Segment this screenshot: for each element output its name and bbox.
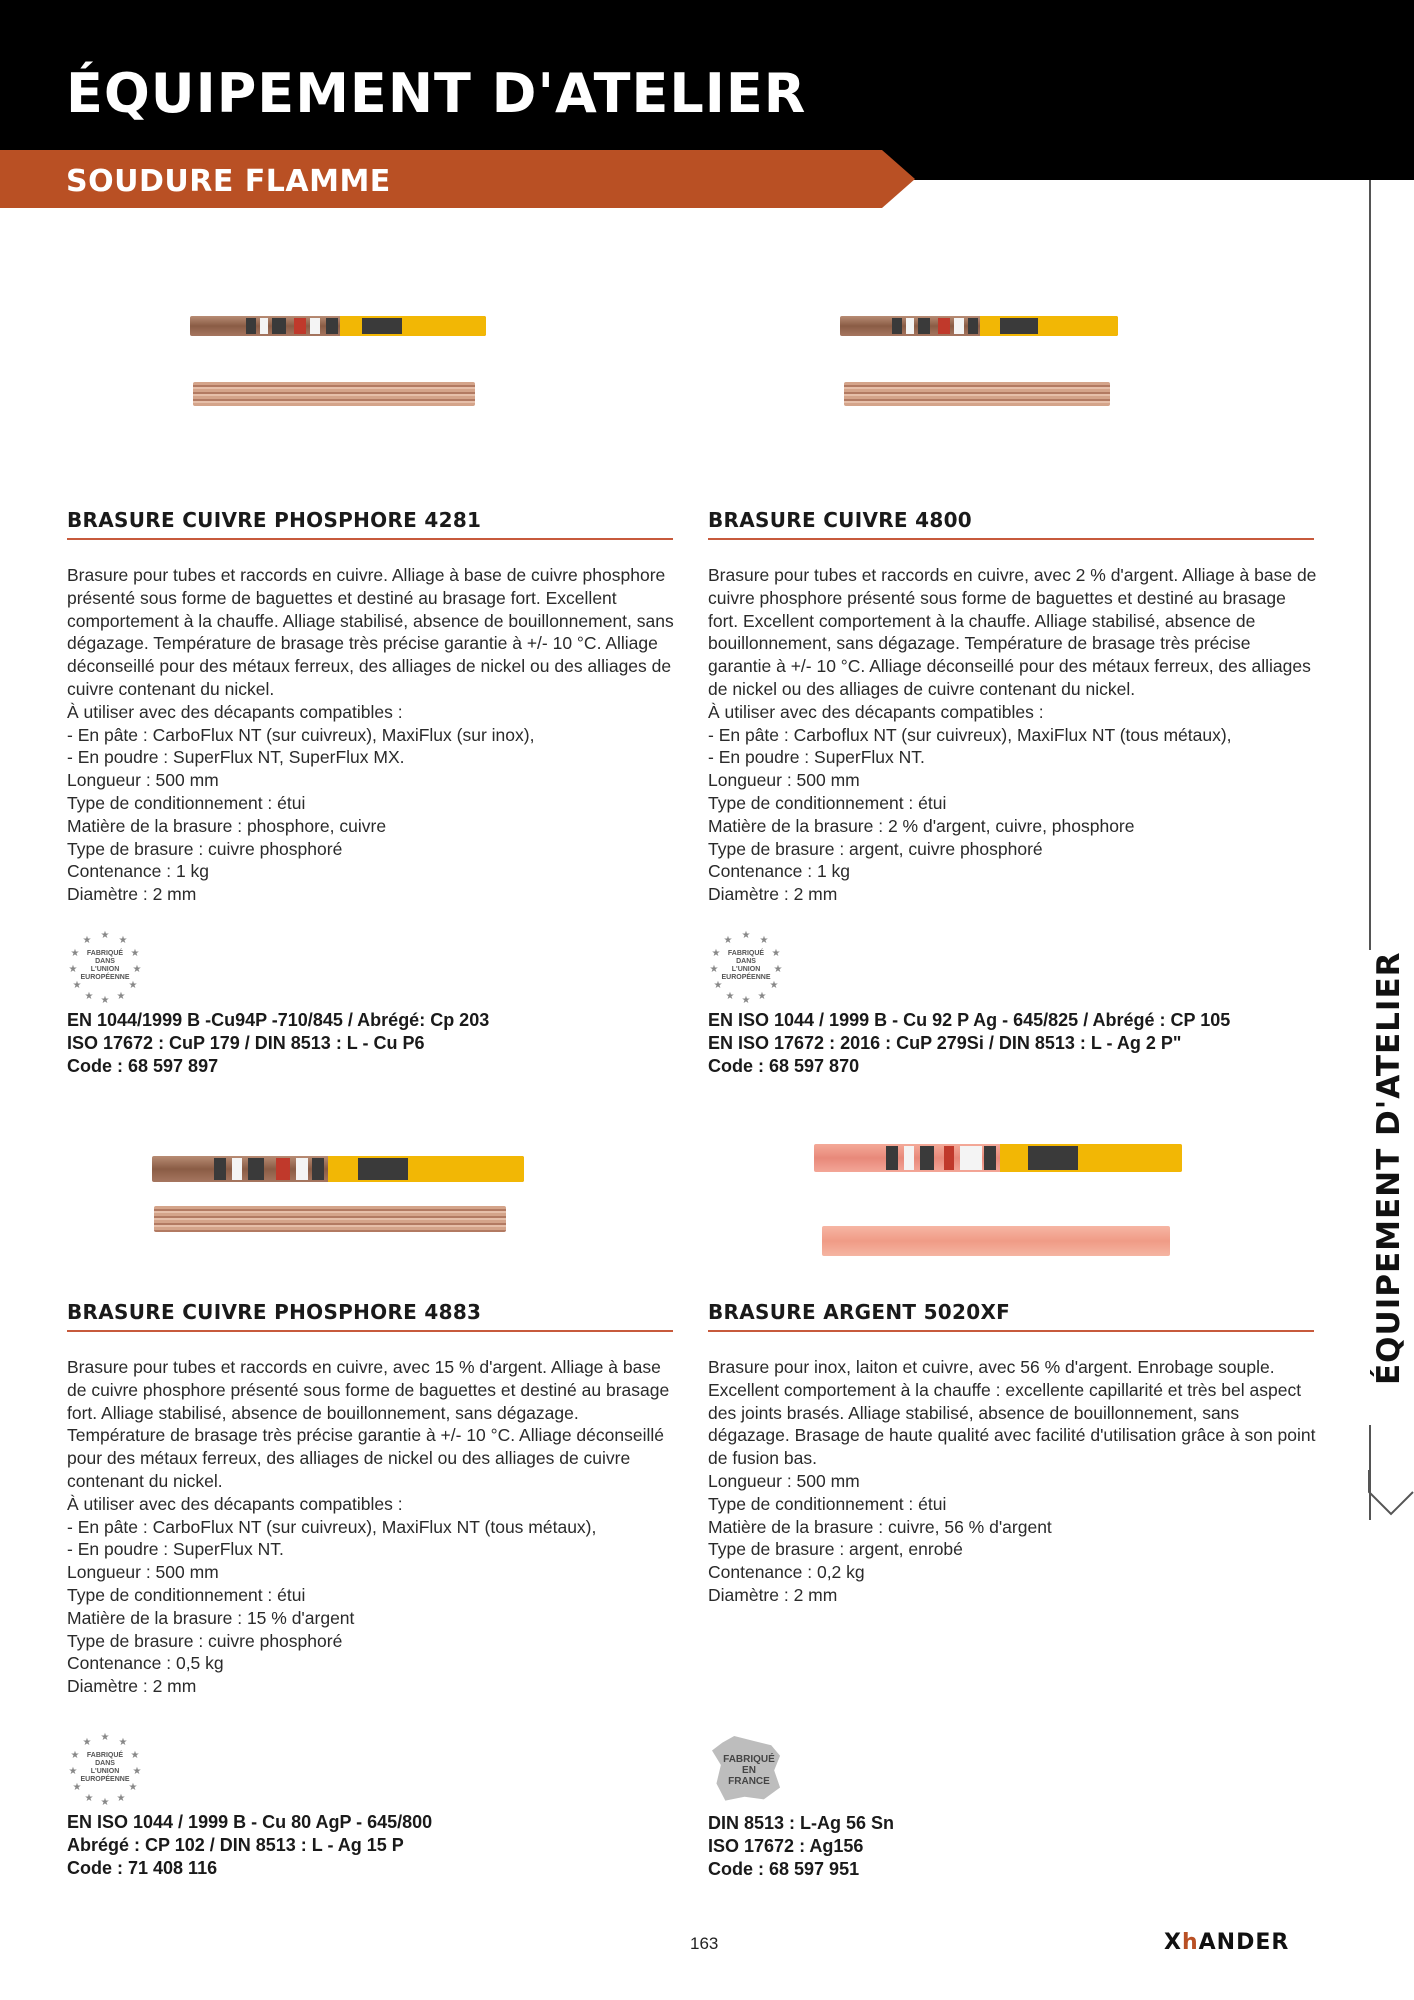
spec-line: Longueur : 500 mm xyxy=(67,770,219,791)
svg-text:★: ★ xyxy=(84,991,94,1002)
norm-line: Abrégé : CP 102 / DIN 8513 : L - Ag 15 P xyxy=(67,1835,404,1855)
svg-text:★: ★ xyxy=(130,948,140,959)
product-image xyxy=(812,1140,1184,1260)
svg-text:★: ★ xyxy=(132,964,142,975)
svg-text:★: ★ xyxy=(68,964,78,975)
spec-line: Type de brasure : argent, cuivre phosphoré xyxy=(708,838,1043,859)
title-rule xyxy=(708,1330,1314,1332)
svg-text:★: ★ xyxy=(773,964,783,975)
spec-line: Contenance : 0,2 kg xyxy=(708,1562,865,1583)
product-description xyxy=(67,1356,677,1698)
product-title: BRASURE CUIVRE PHOSPHORE 4883 xyxy=(67,1300,482,1324)
svg-text:★: ★ xyxy=(130,1750,140,1761)
svg-text:★: ★ xyxy=(72,1782,82,1793)
spec-line: Diamètre : 2 mm xyxy=(67,884,197,905)
svg-text:★: ★ xyxy=(100,930,110,941)
rod-pack xyxy=(840,316,1118,336)
product-code: Code : 68 597 897 xyxy=(67,1056,219,1076)
product-code: Code : 71 408 116 xyxy=(67,1858,218,1878)
svg-text:★: ★ xyxy=(100,1732,110,1743)
spec-line: Contenance : 1 kg xyxy=(708,861,851,882)
product-norms xyxy=(708,1812,894,1881)
spec-line: À utiliser avec des décapants compatibles : xyxy=(67,1493,403,1514)
spec-line: Matière de la brasure : phosphore, cuivre xyxy=(67,815,387,836)
spec-line: Matière de la brasure : 15 % d'argent xyxy=(67,1607,355,1628)
norm-line: ISO 17672 : CuP 179 / DIN 8513 : L - Cu P6 xyxy=(67,1033,425,1053)
product-description xyxy=(67,564,677,906)
product-norms xyxy=(708,1009,1230,1078)
svg-text:★: ★ xyxy=(70,1750,80,1761)
svg-text:★: ★ xyxy=(118,1737,128,1748)
product-norms xyxy=(67,1009,489,1078)
spec-line: Longueur : 500 mm xyxy=(708,1470,860,1491)
rod-bundle xyxy=(154,1206,506,1232)
spec-line: Type de brasure : cuivre phosphoré xyxy=(67,838,343,859)
spec-line: - En pâte : CarboFlux NT (sur cuivreux), MaxiFlux (sur inox), xyxy=(67,724,535,745)
svg-text:★: ★ xyxy=(711,948,721,959)
svg-text:★: ★ xyxy=(72,980,82,991)
badge-text: FABRIQUÉ EN FRANCE xyxy=(723,1754,775,1787)
rod-bundle xyxy=(844,382,1110,406)
svg-text:★: ★ xyxy=(759,935,769,946)
rod-pack xyxy=(190,316,486,336)
spec-line: Type de conditionnement : étui xyxy=(708,1493,947,1514)
spec-line: - En poudre : SuperFlux NT, SuperFlux MX. xyxy=(67,747,405,768)
spec-line: Type de conditionnement : étui xyxy=(708,792,947,813)
product-norms xyxy=(67,1811,432,1880)
description-text: Brasure pour tubes et raccords en cuivre, avec 15 % d'argent. Alliage à base de cuivre phosphore présenté sous forme de baguettes et destiné au brasage fort. Alliage stabilisé, absence de bouillonnement, sans dégazage. Température de brasage très précise garantie à +/- 10 °C. Alliage déconseillé pour des métaux ferreux, des alliages de nickel ou des alliages de cuivre contenant du nickel. xyxy=(67,1357,670,1491)
spec-line: Contenance : 0,5 kg xyxy=(67,1653,224,1674)
svg-text:★: ★ xyxy=(118,935,128,946)
description-text: Brasure pour inox, laiton et cuivre, avec 56 % d'argent. Enrobage souple. Excellent comportement à la chauffe : excellente capillarité et très bel aspect des joints brasés. Alliage stabilisé, absence de bouillonnement, sans dégazage. Brasage de haute qualité avec facilité d'utilisation grâce à son point de fusion bas. xyxy=(708,1357,1316,1469)
spec-line: Diamètre : 2 mm xyxy=(67,1676,197,1697)
brand-logo: XhANDER xyxy=(1164,1930,1290,1955)
spec-line: Contenance : 1 kg xyxy=(67,861,210,882)
product-code: Code : 68 597 951 xyxy=(708,1859,860,1879)
svg-text:★: ★ xyxy=(757,991,767,1002)
spec-line: - En poudre : SuperFlux NT. xyxy=(708,747,925,768)
svg-text:★: ★ xyxy=(100,1797,110,1806)
badge-text: FABRIQUÉ DANS L'UNION EUROPÉENNE xyxy=(80,1752,130,1783)
chevron-down-icon xyxy=(1368,1470,1414,1518)
svg-text:★: ★ xyxy=(84,1793,94,1804)
svg-text:★: ★ xyxy=(116,1793,126,1804)
rod-pack xyxy=(152,1156,524,1182)
eu-made-badge xyxy=(67,1730,143,1806)
product-image xyxy=(840,310,1120,410)
spec-line: Diamètre : 2 mm xyxy=(708,884,838,905)
svg-text:★: ★ xyxy=(128,1782,138,1793)
norm-line: EN ISO 17672 : 2016 : CuP 279Si / DIN 8513 : L - Ag 2 P" xyxy=(708,1033,1182,1053)
badge-text: FABRIQUÉ DANS L'UNION EUROPÉENNE xyxy=(721,950,771,981)
product-image xyxy=(190,310,490,410)
badge-text: FABRIQUÉ DANS L'UNION EUROPÉENNE xyxy=(80,950,130,981)
spec-line: Matière de la brasure : cuivre, 56 % d'argent xyxy=(708,1516,1052,1537)
svg-text:★: ★ xyxy=(709,964,719,975)
spec-line: Matière de la brasure : 2 % d'argent, cuivre, phosphore xyxy=(708,815,1135,836)
description-text: Brasure pour tubes et raccords en cuivre. Alliage à base de cuivre phosphore présenté sous forme de baguettes et destiné au brasage fort. Excellent comportement à la chauffe. Alliage stabilisé, absence de bouillonnement, sans dégazage. Température de brasage très précise garantie à +/- 10 °C. Alliage déconseillé pour des métaux ferreux, des alliages de nickel ou des alliages de cuivre contenant du nickel. xyxy=(67,565,674,699)
svg-text:★: ★ xyxy=(68,1766,78,1777)
svg-text:★: ★ xyxy=(741,930,751,941)
svg-text:★: ★ xyxy=(725,991,735,1002)
description-text: Brasure pour tubes et raccords en cuivre, avec 2 % d'argent. Alliage à base de cuivre phosphore présenté sous forme de baguettes et destiné au brasage fort. Excellent comportement à la chauffe. Alliage stabilisé, absence de bouillonnement, sans dégazage. Température de brasage très précise garantie à +/- 10 °C. Alliage déconseillé pour des métaux ferreux, des alliages de nickel ou des alliages de cuivre contenant du nickel. xyxy=(708,565,1317,699)
title-rule xyxy=(708,538,1314,540)
product-description xyxy=(708,564,1318,906)
spec-line: Longueur : 500 mm xyxy=(708,770,860,791)
product-code: Code : 68 597 870 xyxy=(708,1056,860,1076)
side-tab-label: ÉQUIPEMENT D'ATELIER xyxy=(1371,951,1407,1385)
product-image xyxy=(152,1150,532,1240)
spec-line: Longueur : 500 mm xyxy=(67,1562,219,1583)
norm-line: EN ISO 1044 / 1999 B - Cu 92 P Ag - 645/825 / Abrégé : CP 105 xyxy=(708,1010,1231,1030)
svg-text:★: ★ xyxy=(82,1737,92,1748)
rod-bundle xyxy=(193,382,475,406)
product-title: BRASURE CUIVRE 4800 xyxy=(708,508,973,532)
section-title: SOUDURE FLAMME xyxy=(66,164,391,199)
spec-line: - En pâte : Carboflux NT (sur cuivreux), MaxiFlux NT (tous métaux), xyxy=(708,724,1232,745)
svg-text:★: ★ xyxy=(132,1766,142,1777)
spec-line: - En pâte : CarboFlux NT (sur cuivreux), MaxiFlux NT (tous métaux), xyxy=(67,1516,597,1537)
svg-text:★: ★ xyxy=(116,991,126,1002)
eu-made-badge xyxy=(67,928,143,1004)
spec-line: À utiliser avec des décapants compatibles : xyxy=(67,701,403,722)
norm-line: EN 1044/1999 B -Cu94P -710/845 / Abrégé: Cp 203 xyxy=(67,1010,490,1030)
spec-line: Type de brasure : cuivre phosphoré xyxy=(67,1630,343,1651)
svg-text:★: ★ xyxy=(713,980,723,991)
norm-line: ISO 17672 : Ag156 xyxy=(708,1836,864,1856)
norm-line: DIN 8513 : L-Ag 56 Sn xyxy=(708,1813,895,1833)
svg-text:★: ★ xyxy=(100,995,110,1004)
svg-text:★: ★ xyxy=(128,980,138,991)
product-title: BRASURE ARGENT 5020XF xyxy=(708,1300,1011,1324)
side-tab-line xyxy=(1369,180,1371,950)
page-title: ÉQUIPEMENT D'ATELIER xyxy=(66,62,807,125)
page-number: 163 xyxy=(690,1934,719,1953)
spec-line: Type de conditionnement : étui xyxy=(67,1584,306,1605)
spec-line: Type de conditionnement : étui xyxy=(67,792,306,813)
product-title: BRASURE CUIVRE PHOSPHORE 4281 xyxy=(67,508,482,532)
spec-line: À utiliser avec des décapants compatibles : xyxy=(708,701,1044,722)
spec-line: Type de brasure : argent, enrobé xyxy=(708,1539,963,1560)
svg-text:★: ★ xyxy=(70,948,80,959)
product-description xyxy=(708,1356,1318,1607)
spec-line: - En poudre : SuperFlux NT. xyxy=(67,1539,284,1560)
title-rule xyxy=(67,538,673,540)
france-made-badge xyxy=(712,1736,786,1802)
rod-bundle xyxy=(822,1226,1170,1256)
svg-text:★: ★ xyxy=(741,995,751,1004)
svg-text:★: ★ xyxy=(769,980,779,991)
eu-made-badge xyxy=(708,928,784,1004)
rod-pack xyxy=(814,1144,1182,1172)
svg-text:★: ★ xyxy=(723,935,733,946)
norm-line: EN ISO 1044 / 1999 B - Cu 80 AgP - 645/800 xyxy=(67,1812,433,1832)
svg-text:★: ★ xyxy=(82,935,92,946)
svg-text:★: ★ xyxy=(771,948,781,959)
spec-line: Diamètre : 2 mm xyxy=(708,1584,838,1605)
title-rule xyxy=(67,1330,673,1332)
